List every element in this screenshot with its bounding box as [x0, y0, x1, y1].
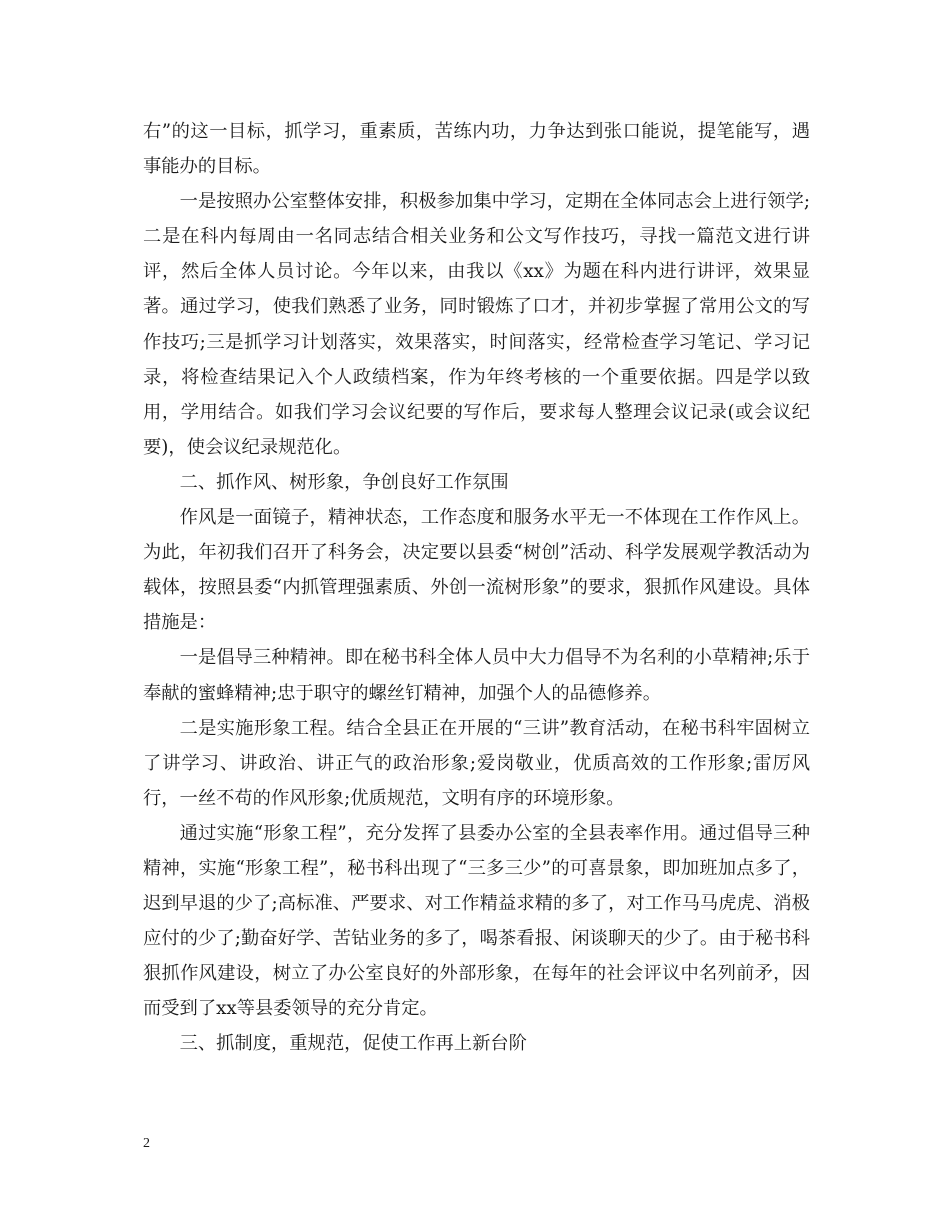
paragraph-style-intro: 作风是一面镜子，精神状态，工作态度和服务水平无一不体现在工作作风上。为此，年初我们召开了科务会，决定要以县委“树创”活动、科学发展观学教活动为载体，按照县委“内抓管理强素质、外创一流树形象”的要求，狠抓作风建设。具体措施是： — [143, 507, 810, 634]
page-number: 2 — [143, 1136, 150, 1151]
paragraph-image-project: 二是实施形象工程。结合全县正在开展的“三讲”教育活动，在秘书科牢固树立了讲学习、讲政治、讲正气的政治形象;爱岗敬业，优质高效的工作形象;雷厉风行，一丝不苟的作风形象;优质规范，文明有序的环境形象。 — [143, 717, 810, 809]
document-body — [143, 114, 810, 1062]
paragraph-study-measures: 一是按照办公室整体安排，积极参加集中学习，定期在全体同志会上进行领学;二是在科内每周由一名同志结合相关业务和公文写作技巧，寻找一篇范文进行讲评，然后全体人员讨论。今年以来，由我以《xx》为题在科内进行讲评，效果显著。通过学习，使我们熟悉了业务，同时锻炼了口才，并初步掌握了常用公文的写作技巧;三是抓学习计划落实，效果落实，时间落实，经常检查学习笔记、学习记录，将检查结果记入个人政绩档案，作为年终考核的一个重要依据。四是学以致用，学用结合。如我们学习会议纪要的写作后，要求每人整理会议记录(或会议纪要)，使会议纪录规范化。 — [143, 191, 810, 458]
paragraph-results: 通过实施“形象工程”，充分发挥了县委办公室的全县表率作用。通过倡导三种精神，实施“形象工程”，秘书科出现了“三多三少”的可喜景象，即加班加点多了，迟到早退的少了;高标准、严要求、对工作精益求精的多了，对工作马马虎虎、消极应付的少了;勤奋好学、苦钻业务的多了，喝茶看报、闲谈聊天的少了。由于秘书科狠抓作风建设，树立了办公室良好的外部形象，在每年的社会评议中名列前矛，因而受到了xx等县委领导的充分肯定。 — [143, 822, 810, 1020]
paragraph-three-spirits: 一是倡导三种精神。即在秘书科全体人员中大力倡导不为名利的小草精神;乐于奉献的蜜蜂精神;忠于职守的螺丝钉精神，加强个人的品德修养。 — [143, 647, 810, 704]
section-heading-rules: 三、抓制度，重规范，促使工作再上新台阶 — [179, 1033, 527, 1055]
section-heading-style: 二、抓作风、树形象，争创良好工作氛围 — [179, 471, 509, 493]
paragraph-continuation: 右”的这一目标，抓学习，重素质，苦练内功，力争达到张口能说，提笔能写，遇事能办的目标。 — [143, 121, 810, 178]
